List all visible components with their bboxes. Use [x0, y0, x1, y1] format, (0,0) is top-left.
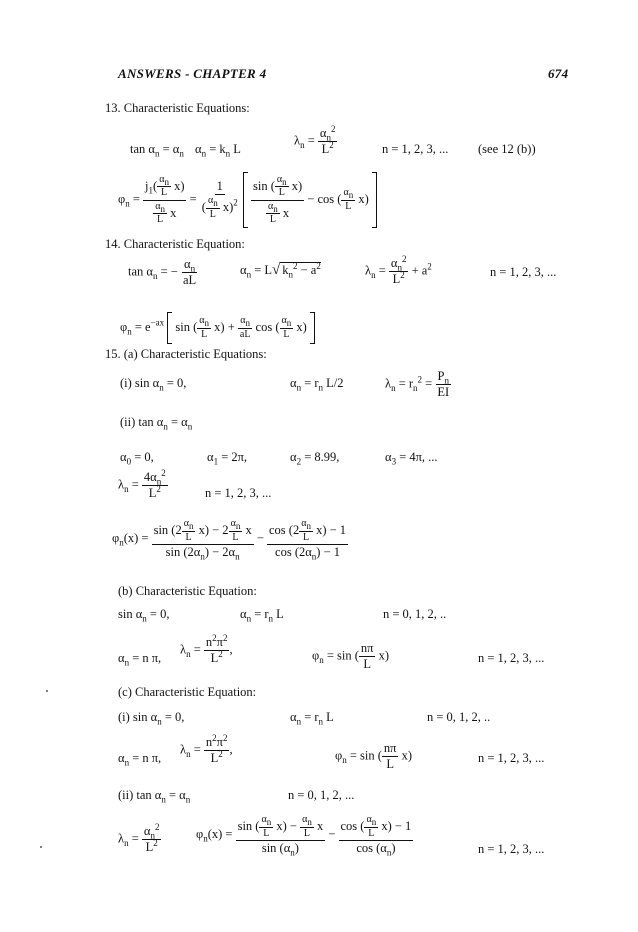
page-number: 674 — [548, 66, 569, 81]
s15-b-label: (b) Characteristic Equation: — [118, 584, 257, 598]
s13-eq-alpha: $\alpha_n = k_n$ L — [195, 142, 241, 159]
s15-alpha2: $\alpha_2 = 8.99$, — [290, 450, 340, 467]
s14-phi: $\varphi_n = e^{-ax}$ sin ( $\frac{\alpha_n}{L}$ x) + $\frac{\alpha_n}{aL}$ cos ( $\frac{\alpha_n}{L}$ x) — [120, 312, 315, 344]
s15-lambda: $\lambda_n$ = $\frac{4\alpha_n^2}{L^2}$ — [118, 467, 166, 501]
s15-alpha0: $\alpha_0 = 0$, — [120, 450, 154, 467]
s15-alpha3: $\alpha_3 = 4\pi$, ... — [385, 450, 438, 467]
s15-c-ii-phi: $\varphi_n(x)$ = sin ( $\frac{\alpha_n}{L}$ x) − $\frac{\alpha_n}{L}$ x $\sin (\alpha_n)$ − cos ( $\frac{\alpha_n}{L}$ x) − 1 $\cos (\alpha_n)$ — [196, 814, 412, 858]
s15-c-i-eq: (i) $\sin \alpha_n = 0$, — [118, 710, 185, 727]
s14-eq-alpha: $\alpha_n = L√$ $k_n^2 - a^2$ — [240, 260, 321, 280]
s15-ii-eq: (ii) $\tan \alpha_n = \alpha_n$ — [120, 415, 193, 432]
s15-alpha1: $\alpha_1 = 2\pi$, — [207, 450, 248, 467]
s13-note: (see 12 (b)) — [478, 142, 536, 156]
s15-lambda-range: n = 1, 2, 3, ... — [205, 486, 272, 500]
s15-b-lambda: $\lambda_n$ = $\frac{n^2\pi^2}{L^2}$ , — [180, 632, 233, 666]
s15-c-i-alpha: $\alpha_n = r_n$ L — [290, 710, 334, 727]
s15-b-npi: $\alpha_n = n$ π, — [118, 651, 162, 668]
s13-eq-lambda: $\lambda_n$ = $\frac{\alpha_n^2}{L^2}$ — [294, 123, 336, 157]
section-13-label: 13. Characteristic Equations: — [105, 101, 250, 115]
s15-c-i-range0: n = 0, 1, 2, .. — [427, 710, 491, 724]
running-header: ANSWERS - CHAPTER 4 — [118, 66, 267, 81]
s15-c-npi: $\alpha_n = n$ π, — [118, 751, 162, 768]
s15-b-range0: n = 0, 1, 2, .. — [383, 607, 447, 621]
s13-eq-tan: $\tan \alpha_n = \alpha_n$ — [130, 142, 184, 159]
s15-i-alpha: $\alpha_n = r_n$ L/2 — [290, 376, 344, 393]
s15-b-alpha: $\alpha_n = r_n$ L — [240, 607, 284, 624]
s15-c-ii-range: n = 1, 2, 3, ... — [478, 842, 545, 856]
s14-eq-tan: $\tan \alpha_n$ = − $\frac{\alpha_n}{aL}$ — [128, 257, 197, 288]
s14-eq-lambda: $\lambda_n$ = $\frac{\alpha_n^2}{L^2}$ + $a^2$ — [365, 253, 432, 287]
s15-c-label: (c) Characteristic Equation: — [118, 685, 257, 699]
s15-c-lambda: $\lambda_n$ = $\frac{n^2\pi^2}{L^2}$ , — [180, 732, 233, 766]
s15-c-ii-lambda: $\lambda_n$ = $\frac{\alpha_n^2}{L^2}$ — [118, 821, 160, 855]
section-15-label: 15. (a) Characteristic Equations: — [105, 347, 267, 361]
s15-c-range: n = 1, 2, 3, ... — [478, 751, 545, 765]
s15-c-ii-range0: n = 0, 1, 2, ... — [288, 788, 355, 802]
s15-b-phi: $\varphi_n = \sin$ ( $\frac{n\pi}{L}$ x) — [312, 641, 390, 672]
section-14-label: 14. Characteristic Equation: — [105, 237, 245, 251]
s15-phi: $\varphi_n(x)$ = sin (2 $\frac{\alpha_n}{L}$ x) − 2 $\frac{\alpha_n}{L}$ x $\sin (2\alpha_n) - 2\alpha_n$ − cos (2 $\frac{\alpha_n}{L}$ x) − 1 $\cos (2\alpha_n) - 1$ — [112, 518, 347, 562]
s15-i-eq: (i) $\sin \alpha_n = 0$, — [120, 376, 187, 393]
s13-range: n = 1, 2, 3, ... — [382, 142, 449, 156]
speck — [46, 690, 48, 692]
s13-phi: $\varphi_n$ = $j_1$( $\frac{\alpha_n}{L}$ x) $\frac{\alpha_n}{L}$ x = 1 ( $\frac{\alpha_n}{L}$ x)$^2$ sin ( $\frac{\alpha_n}{L}$ x) $\frac{\alpha_n}{L}$ x − cos ( $\frac{\alpha_n}{L}$ x) — [118, 172, 377, 228]
s14-range: n = 1, 2, 3, ... — [490, 265, 557, 279]
s15-b-eq: $\sin \alpha_n = 0$, — [118, 607, 170, 624]
speck — [40, 846, 42, 848]
s15-c-phi: $\varphi_n = \sin$ ( $\frac{n\pi}{L}$ x) — [335, 741, 413, 772]
s15-i-lambda: $\lambda_n = r_n^2$ = $\frac{P_n}{EI}$ — [385, 369, 450, 400]
s15-c-ii-eq: (ii) $\tan \alpha_n = \alpha_n$ — [118, 788, 191, 805]
s15-b-range: n = 1, 2, 3, ... — [478, 651, 545, 665]
